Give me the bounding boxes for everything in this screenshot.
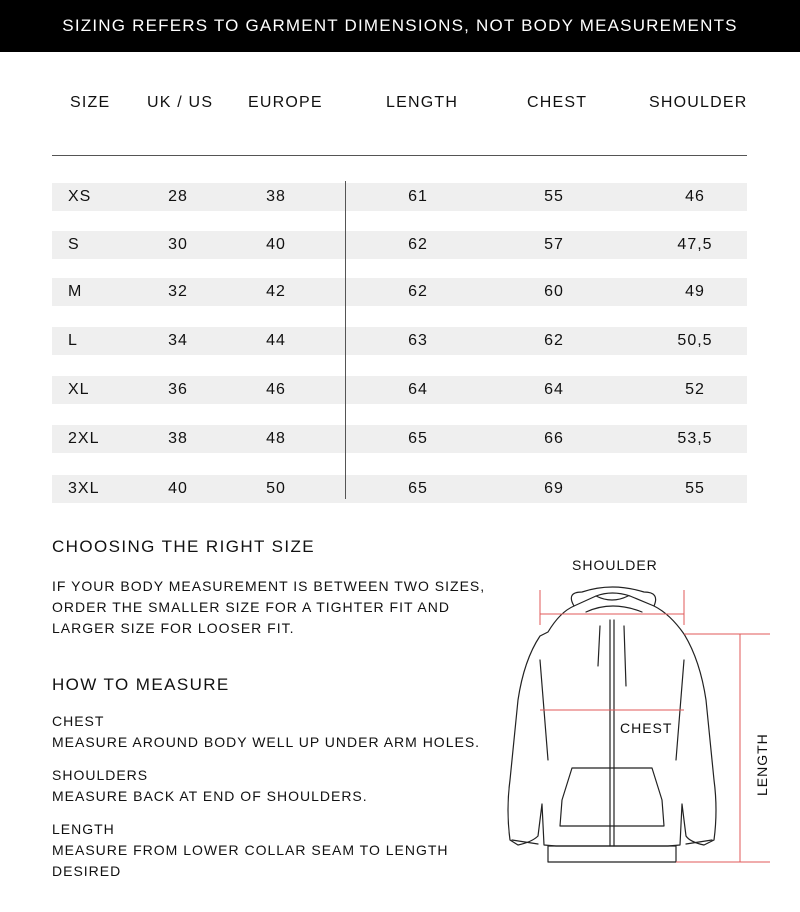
shoulders-text: MEASURE BACK AT END OF SHOULDERS. (52, 788, 368, 804)
cell-shoulder: 55 (685, 480, 705, 497)
header-chest: CHEST (527, 94, 588, 111)
hoodie-cuffs (512, 840, 712, 862)
cell-size: M (68, 283, 83, 300)
diagram-chest-label: CHEST (620, 720, 673, 736)
cell-size: XS (68, 188, 92, 205)
banner: SIZING REFERS TO GARMENT DIMENSIONS, NOT BODY MEASUREMENTS (0, 0, 800, 52)
cell-shoulder: 49 (685, 283, 705, 300)
table-row (52, 376, 747, 404)
cell-uk-us: 38 (168, 430, 188, 447)
table-row (52, 425, 747, 453)
cell-europe: 48 (266, 430, 286, 447)
measure-title: HOW TO MEASURE (52, 675, 230, 694)
hoodie-pocket (560, 768, 664, 826)
cell-length: 64 (408, 381, 428, 398)
hoodie-illustration (490, 580, 790, 880)
cell-europe: 42 (266, 283, 286, 300)
cell-europe: 50 (266, 480, 286, 497)
header-shoulder: SHOULDER (649, 94, 748, 111)
choosing-line-2: ORDER THE SMALLER SIZE FOR A TIGHTER FIT AND (52, 599, 450, 615)
cell-shoulder: 50,5 (677, 332, 713, 349)
cell-uk-us: 40 (168, 480, 188, 497)
cell-length: 62 (408, 283, 428, 300)
measure-lines (540, 590, 770, 862)
cell-europe: 44 (266, 332, 286, 349)
cell-uk-us: 28 (168, 188, 188, 205)
header-divider (52, 155, 747, 156)
choosing-title: CHOOSING THE RIGHT SIZE (52, 537, 315, 556)
diagram-shoulder-label: SHOULDER (572, 557, 658, 573)
cell-size: XL (68, 381, 90, 398)
cell-length: 65 (408, 430, 428, 447)
length-text-2: DESIRED (52, 863, 122, 879)
cell-uk-us: 36 (168, 381, 188, 398)
chest-text: MEASURE AROUND BODY WELL UP UNDER ARM HOLES. (52, 734, 481, 750)
cell-size: S (68, 236, 80, 253)
cell-shoulder: 52 (685, 381, 705, 398)
hoodie-zipper (610, 620, 614, 846)
cell-europe: 46 (266, 381, 286, 398)
cell-length: 65 (408, 480, 428, 497)
cell-shoulder: 53,5 (677, 430, 713, 447)
cell-europe: 38 (266, 188, 286, 205)
cell-size: L (68, 332, 78, 349)
cell-chest: 55 (544, 188, 564, 205)
cell-chest: 69 (544, 480, 564, 497)
cell-chest: 66 (544, 430, 564, 447)
hoodie-hood (571, 587, 655, 612)
table-row (52, 475, 747, 503)
hoodie-drawstrings (598, 626, 626, 686)
choosing-line-1: IF YOUR BODY MEASUREMENT IS BETWEEN TWO SIZES, (52, 578, 486, 594)
header-size: SIZE (70, 94, 111, 111)
cell-size: 2XL (68, 430, 100, 447)
cell-uk-us: 32 (168, 283, 188, 300)
cell-shoulder: 46 (685, 188, 705, 205)
cell-chest: 57 (544, 236, 564, 253)
column-divider (345, 181, 346, 499)
cell-chest: 64 (544, 381, 564, 398)
cell-uk-us: 30 (168, 236, 188, 253)
table-row (52, 327, 747, 355)
table-row (52, 231, 747, 259)
length-text-1: MEASURE FROM LOWER COLLAR SEAM TO LENGTH (52, 842, 449, 858)
cell-shoulder: 47,5 (677, 236, 713, 253)
shoulders-label: SHOULDERS (52, 767, 149, 783)
hoodie-body (508, 593, 716, 846)
header-length: LENGTH (386, 94, 459, 111)
table-row (52, 278, 747, 306)
cell-size: 3XL (68, 480, 100, 497)
diagram-length-label: LENGTH (754, 733, 770, 796)
table-row (52, 183, 747, 211)
choosing-line-3: LARGER SIZE FOR LOOSER FIT. (52, 620, 295, 636)
length-label: LENGTH (52, 821, 115, 837)
cell-length: 61 (408, 188, 428, 205)
cell-length: 63 (408, 332, 428, 349)
cell-length: 62 (408, 236, 428, 253)
header-europe: EUROPE (248, 94, 323, 111)
chest-label: CHEST (52, 713, 105, 729)
cell-uk-us: 34 (168, 332, 188, 349)
cell-europe: 40 (266, 236, 286, 253)
cell-chest: 60 (544, 283, 564, 300)
header-uk-us: UK / US (147, 94, 214, 111)
cell-chest: 62 (544, 332, 564, 349)
